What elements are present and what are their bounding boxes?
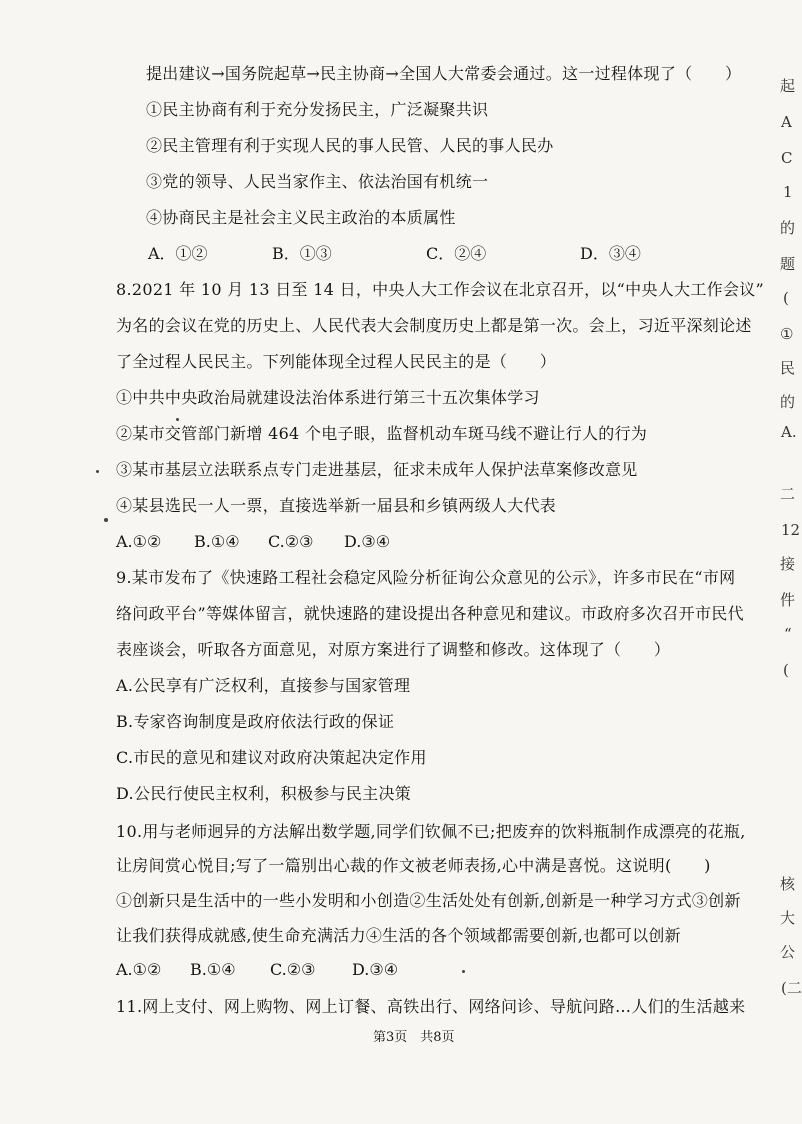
q8-item-3: ③某市基层立法联系点专门走进基层，征求未成年人保护法草案修改意见: [116, 460, 638, 479]
edge-fragment: (二: [781, 979, 802, 997]
q10-stem-line-1: 10.用与老师迥异的方法解出数学题,同学们钦佩不已;把废弃的饮料瓶制作成漂亮的花瓶,: [116, 822, 746, 841]
q9-stem-line-2: 络问政平台”等媒体留言，就快速路的建设提出各种意见和建议。市政府多次召开市民代: [116, 604, 744, 623]
q8-option-a: A.①②: [116, 532, 162, 551]
edge-fragment: 的: [780, 219, 796, 237]
edge-fragment: 二: [780, 485, 796, 503]
edge-fragment: 1: [783, 183, 793, 201]
q9-option-b: B.专家咨询制度是政府依法行政的保证: [116, 712, 395, 731]
page-footer: 第3页 共8页: [373, 1030, 455, 1045]
q8-item-2: ②某市交管部门新增 464 个电子眼，监督机动车斑马线不避让行人的行为: [116, 424, 648, 443]
q10-option-b: B.①④: [190, 960, 236, 979]
q7-item-1: ①民主协商有利于充分发扬民主，广泛凝聚共识: [146, 100, 489, 119]
edge-fragment: 民: [780, 359, 796, 377]
q8-item-1: ①中共中央政治局就建设法治体系进行第三十五次集体学习: [116, 388, 540, 407]
q10-option-c: C.②③: [270, 960, 316, 979]
q10-options: [0, 960, 760, 982]
edge-fragment: “: [784, 625, 792, 643]
q7-option-a: A．①②: [148, 244, 208, 263]
edge-fragment: 件: [780, 591, 796, 609]
scan-speck: [462, 970, 465, 973]
q10-item-line-2: 让我们获得成就感,使生命充满活力④生活的各个领域都需要创新,也都可以创新: [116, 926, 681, 945]
edge-fragment: 的: [780, 393, 796, 411]
q7-item-3: ③党的领导、人民当家作主、依法治国有机统一: [146, 172, 489, 191]
q10-option-a: A.①②: [116, 960, 162, 979]
q9-option-c: C.市民的意见和建议对政府决策起决定作用: [116, 748, 427, 767]
q9-option-d: D.公民行使民主权利，积极参与民主决策: [116, 784, 412, 803]
q10-item-line-1: ①创新只是生活中的一些小发明和小创造②生活处处有创新,创新是一种学习方式③创新: [116, 891, 741, 910]
scan-speck: [104, 518, 108, 522]
q8-stem-line-2: 为名的会议在党的历史上、人民代表大会制度历史上都是第一次。会上，习近平深刻论述: [116, 316, 752, 335]
edge-fragment: C: [781, 149, 793, 167]
edge-fragment: 核: [780, 875, 796, 893]
q9-stem-line-1: 9.某市发布了《快速路工程社会稳定风险分析征询公众意见的公示》，许多市民在“市网: [116, 568, 736, 587]
q7-options: [0, 244, 760, 266]
edge-fragment: 起: [780, 77, 796, 95]
q8-option-d: D.③④: [344, 532, 391, 551]
edge-fragment: 大: [780, 909, 796, 927]
q10-option-d: D.③④: [352, 960, 399, 979]
edge-fragment: ①: [780, 325, 794, 343]
q8-stem-line-1: 8.2021 年 10 月 13 日至 14 日，中央人大工作会议在北京召开，以“中央人大工作会议”: [116, 280, 765, 299]
q10-stem-line-2: 让房间赏心悦目;写了一篇别出心裁的作文被老师表扬,心中满是喜悦。这说明( ): [116, 856, 711, 875]
edge-fragment: 公: [780, 943, 796, 961]
q8-option-c: C.②③: [268, 532, 314, 551]
edge-fragment: A.: [781, 423, 797, 441]
edge-fragment: (: [783, 661, 789, 679]
edge-fragment: 接: [780, 555, 796, 573]
q7-option-d: D．③④: [580, 244, 641, 263]
q11-stem: 11.网上支付、网上购物、网上订餐、高铁出行、网络问诊、导航问路…人们的生活越来: [116, 997, 746, 1016]
q9-stem-line-3: 表座谈会，听取各方面意见，对原方案进行了调整和修改。这体现了（ ）: [116, 640, 671, 659]
q8-stem-line-3: 了全过程人民民主。下列能体现全过程人民民主的是（ ）: [116, 352, 557, 371]
q8-options: [0, 532, 760, 554]
q9-option-a: A.公民享有广泛权利，直接参与国家管理: [116, 676, 411, 695]
q7-option-c: C．②④: [426, 244, 487, 263]
q7-item-2: ②民主管理有利于实现人民的事人民管、人民的事人民办: [146, 136, 554, 155]
q7-option-b: B．①③: [272, 244, 332, 263]
q7-stem: 提出建议→国务院起草→民主协商→全国人大常委会通过。这一过程体现了（ ）: [146, 64, 742, 83]
scan-speck: [176, 418, 179, 421]
q8-item-4: ④某县选民一人一票，直接选举新一届县和乡镇两级人大代表: [116, 496, 557, 515]
edge-fragment: A: [781, 113, 792, 131]
scan-speck: [96, 470, 99, 473]
edge-fragment: 12: [781, 521, 801, 539]
edge-fragment: (: [783, 289, 789, 307]
q7-item-4: ④协商民主是社会主义民主政治的本质属性: [146, 208, 456, 227]
edge-fragment: 题: [780, 255, 796, 273]
q8-option-b: B.①④: [194, 532, 240, 551]
